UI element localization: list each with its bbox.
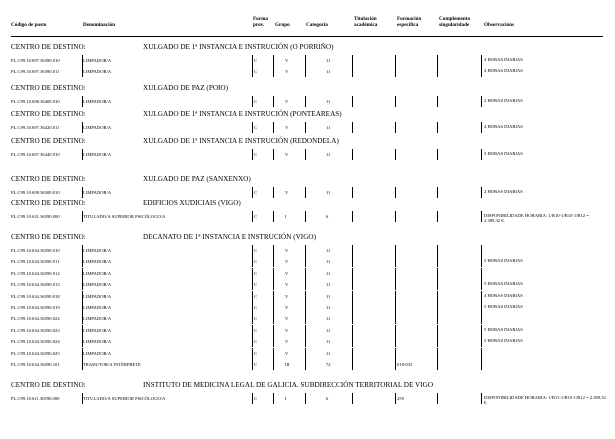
section-label: CENTRO DE DESTINO: — [11, 43, 86, 51]
column-divider — [481, 291, 482, 302]
cell-categoria: 11 — [326, 305, 331, 310]
cell-categoria: 11 — [326, 293, 331, 299]
column-divider — [273, 279, 274, 290]
column-divider — [352, 55, 353, 66]
cell-forma: C — [254, 339, 258, 345]
cell-observacions: 4 HORAS DIARIAS — [484, 68, 523, 74]
column-divider — [352, 336, 353, 347]
cell-grupo: V — [285, 125, 289, 130]
column-divider — [481, 96, 482, 107]
column-divider — [273, 66, 274, 77]
cell-code: PL.C99.10.697.36390.010 — [11, 58, 60, 63]
column-divider — [305, 279, 306, 290]
column-divider — [252, 359, 253, 370]
column-divider — [352, 291, 353, 302]
header-titulacion: Titulación académica — [354, 16, 378, 28]
column-divider — [305, 336, 306, 347]
column-divider — [481, 359, 482, 370]
column-divider — [395, 55, 396, 66]
cell-observacions: 5 HORAS DIARIAS — [484, 281, 523, 287]
column-divider — [273, 211, 274, 222]
cell-forma: C — [254, 69, 258, 75]
cell-forma: C — [254, 58, 258, 63]
column-divider — [437, 313, 438, 324]
column-divider — [305, 313, 306, 324]
column-divider — [395, 348, 396, 359]
column-divider — [273, 268, 274, 279]
column-divider — [305, 359, 306, 370]
cell-forma: C — [254, 270, 258, 276]
column-divider — [481, 149, 482, 160]
column-divider — [252, 187, 253, 198]
cell-categoria: 11 — [326, 339, 331, 345]
column-divider — [395, 149, 396, 160]
column-divider — [252, 325, 253, 336]
cell-code: PL.C99.10.697.36440.010 — [11, 152, 60, 157]
cell-forma: C — [254, 350, 258, 356]
header-observacions: Observacións — [484, 22, 514, 28]
column-divider — [437, 211, 438, 222]
cell-code: PL.C99.10.634.36590.013 — [11, 282, 60, 288]
column-divider — [437, 291, 438, 302]
column-divider — [273, 122, 274, 133]
column-divider — [273, 149, 274, 160]
column-divider — [481, 187, 482, 198]
column-divider — [481, 66, 482, 77]
cell-grupo: V — [285, 69, 289, 75]
column-divider — [252, 149, 253, 160]
cell-denominacion: LIMPADOR/A — [83, 316, 112, 322]
column-divider — [437, 187, 438, 198]
section-destination: EDIFICIOS XUDICIAIS (VIGO) — [143, 199, 241, 207]
cell-categoria: 11 — [326, 190, 331, 195]
table-row — [0, 291, 615, 302]
header-complemento: Complemento singularidade — [439, 16, 471, 28]
column-divider — [252, 122, 253, 133]
column-divider — [305, 302, 306, 313]
table-row — [0, 268, 615, 279]
column-divider — [352, 313, 353, 324]
cell-grupo: V — [285, 327, 289, 333]
table-row — [0, 313, 615, 324]
table-row — [0, 66, 615, 77]
column-divider — [437, 96, 438, 107]
column-divider — [437, 149, 438, 160]
cell-forma: C — [254, 214, 258, 219]
column-divider — [395, 336, 396, 347]
column-divider — [252, 55, 253, 66]
cell-denominacion: LIMPADOR/A — [83, 69, 112, 75]
cell-denominacion: LIMPADOR/A — [83, 259, 112, 265]
column-divider — [437, 302, 438, 313]
cell-grupo: V — [285, 99, 289, 104]
cell-categoria: 11 — [326, 248, 331, 253]
cell-forma: C — [254, 282, 258, 288]
column-divider — [481, 245, 482, 256]
cell-code: PL.C99.10.611.36590.000 — [11, 396, 60, 401]
header-rule — [11, 36, 603, 37]
column-divider — [481, 302, 482, 313]
column-divider — [273, 187, 274, 198]
cell-denominacion: LIMPADOR/A — [83, 282, 112, 288]
cell-code: PL.C99.10.634.36590.012 — [11, 270, 60, 276]
section-destination: INSTITUTO DE MEDICINA LEGAL DE GALICIA. SUBDIRECCIÓN TERRITORIAL DE VIGO — [143, 381, 434, 389]
column-divider — [481, 268, 482, 279]
column-divider — [352, 66, 353, 77]
column-divider — [352, 187, 353, 198]
cell-forma: C — [254, 190, 258, 195]
cell-denominacion: TITULADO/A SUPERIOR PSICÓLOGO/A — [83, 214, 166, 219]
cell-denominacion: LIMPADOR/A — [83, 99, 112, 104]
section-label: CENTRO DE DESTINO: — [11, 84, 86, 92]
column-divider — [352, 149, 353, 160]
cell-code: PL.C99.10.634.36590.101 — [11, 362, 60, 367]
column-divider — [273, 291, 274, 302]
column-divider — [481, 279, 482, 290]
column-divider — [352, 348, 353, 359]
column-divider — [252, 302, 253, 313]
cell-observacions: DISPONIBILIDADE HORARIA: 1/B11-1/B10-1/B12 = 2.389,32 €. — [484, 395, 606, 406]
column-divider — [273, 393, 274, 404]
cell-code: PL.C99.10.697.36390.011 — [11, 69, 60, 75]
cell-grupo: V — [285, 58, 289, 63]
column-divider — [352, 211, 353, 222]
section-destination: XULGADO DE 1ª INSTANCIA E INSTRUCIÓN (PONTEAREAS) — [143, 110, 342, 118]
cell-grupo: V — [285, 339, 289, 345]
column-divider — [252, 279, 253, 290]
column-divider — [395, 325, 396, 336]
cell-denominacion: LIMPADOR/A — [83, 152, 112, 157]
column-divider — [437, 256, 438, 267]
table-row — [0, 245, 615, 256]
cell-grupo: V — [285, 270, 289, 276]
column-divider — [252, 268, 253, 279]
cell-code: PL.C99.10.631.36590.000 — [11, 214, 60, 219]
cell-grupo: V — [285, 190, 289, 195]
column-divider — [352, 393, 353, 404]
column-divider — [252, 66, 253, 77]
column-divider — [481, 122, 482, 133]
column-divider — [437, 268, 438, 279]
header-forma: Forma prov. — [253, 16, 268, 28]
table-row — [0, 96, 615, 107]
cell-observacions: 5 HORAS DIARIAS — [484, 258, 523, 264]
column-divider — [273, 359, 274, 370]
cell-observacions: DISPONIBILIDADE HORARIA: 1/B10-1/B10-1/B12 = 2.389,32 €. — [484, 213, 589, 224]
header-denominacion: Denominación — [83, 22, 115, 28]
cell-code: PL.C99.10.634.36590.018 — [11, 293, 60, 299]
cell-denominacion: LIMPADOR/A — [83, 270, 112, 276]
cell-code: PL.C99.10.634.36590.019 — [11, 305, 60, 310]
column-divider — [273, 336, 274, 347]
column-divider — [437, 393, 438, 404]
cell-denominacion: LIMPADOR/A — [83, 58, 112, 63]
column-divider — [395, 122, 396, 133]
section-destination: XULGADO DE 1ª INSTANCIA E INSTRUCIÓN (REDONDELA) — [143, 137, 339, 145]
cell-observacions: 5 HORAS DIARIAS — [484, 304, 523, 309]
column-divider — [437, 279, 438, 290]
column-divider — [395, 187, 396, 198]
cell-code: PL.C99.10.697.36420.011 — [11, 125, 60, 130]
column-divider — [437, 122, 438, 133]
column-divider — [352, 302, 353, 313]
cell-denominacion: LIMPADOR/A — [83, 248, 112, 253]
cell-observacions: 5 HORAS DIARIAS — [484, 338, 523, 344]
section-label: CENTRO DE DESTINO: — [11, 199, 86, 207]
cell-categoria: 72 — [326, 362, 331, 367]
column-divider — [273, 55, 274, 66]
column-divider — [437, 245, 438, 256]
column-divider — [273, 256, 274, 267]
cell-grupo: V — [285, 305, 289, 310]
cell-categoria: 6 — [326, 396, 329, 401]
cell-categoria: 11 — [326, 327, 331, 333]
cell-forma: C — [254, 305, 258, 310]
cell-formacion: 018-033 — [397, 362, 413, 367]
column-divider — [252, 211, 253, 222]
cell-grupo: V — [285, 293, 289, 299]
column-divider — [305, 268, 306, 279]
column-divider — [437, 66, 438, 77]
section-label: CENTRO DE DESTINO: — [11, 233, 86, 241]
column-divider — [273, 245, 274, 256]
cell-denominacion: LIMPADOR/A — [83, 190, 112, 195]
column-divider — [395, 96, 396, 107]
cell-denominacion: TITULADO/A SUPERIOR PSICÓLOGO/A — [83, 396, 166, 401]
column-divider — [352, 279, 353, 290]
cell-categoria: 11 — [326, 316, 331, 322]
column-divider — [395, 359, 396, 370]
table-row — [0, 393, 615, 404]
column-divider — [395, 211, 396, 222]
cell-denominacion: LIMPADOR/A — [83, 293, 112, 299]
cell-grupo: V — [285, 248, 289, 253]
cell-categoria: 11 — [326, 259, 331, 265]
column-divider — [437, 359, 438, 370]
table-row — [0, 302, 615, 313]
cell-code: PL.C99.10.698.36400.010 — [11, 99, 60, 104]
cell-denominacion: LIMPADOR/A — [83, 339, 112, 345]
table-row — [0, 325, 615, 336]
table-row — [0, 279, 615, 290]
cell-forma: C — [254, 248, 258, 253]
header-categoria: Categoría — [306, 22, 328, 28]
section-label: CENTRO DE DESTINO: — [11, 137, 86, 145]
column-divider — [352, 96, 353, 107]
cell-grupo: V — [285, 316, 289, 322]
column-divider — [252, 336, 253, 347]
column-divider — [252, 393, 253, 404]
cell-forma: C — [254, 293, 258, 299]
cell-code: PL.C99.10.634.36590.010 — [11, 248, 60, 253]
column-divider — [305, 245, 306, 256]
cell-code: PL.C99.10.634.36590.023 — [11, 327, 60, 333]
table-row — [0, 348, 615, 359]
section-destination: DECANATO DE 1ª INSTANCIA E INSTRUCIÓN (VIGO) — [143, 233, 316, 241]
cell-denominacion: LIMPADOR/A — [83, 350, 112, 356]
cell-categoria: 11 — [326, 125, 331, 130]
table-row — [0, 122, 615, 133]
column-divider — [481, 325, 482, 336]
column-divider — [305, 149, 306, 160]
column-divider — [481, 211, 482, 222]
cell-categoria: 11 — [326, 350, 331, 356]
column-headers — [0, 14, 615, 36]
cell-forma: C — [254, 327, 258, 333]
column-divider — [395, 268, 396, 279]
section-label: CENTRO DE DESTINO: — [11, 175, 86, 183]
column-divider — [437, 55, 438, 66]
column-divider — [352, 359, 353, 370]
column-divider — [305, 211, 306, 222]
column-divider — [305, 325, 306, 336]
cell-grupo: I — [285, 214, 287, 219]
cell-grupo: V — [285, 350, 289, 356]
column-divider — [395, 302, 396, 313]
column-divider — [252, 256, 253, 267]
column-divider — [305, 348, 306, 359]
cell-denominacion: LIMPADOR/A — [83, 305, 112, 310]
column-divider — [437, 348, 438, 359]
column-divider — [252, 291, 253, 302]
column-divider — [395, 313, 396, 324]
table-row — [0, 55, 615, 66]
cell-denominacion: LIMPADOR/A — [83, 327, 112, 333]
cell-grupo: I — [285, 396, 287, 401]
column-divider — [252, 245, 253, 256]
cell-categoria: 11 — [326, 69, 331, 75]
cell-code: PL.C99.10.634.36590.025 — [11, 350, 60, 356]
section-label: CENTRO DE DESTINO: — [11, 381, 86, 389]
column-divider — [481, 256, 482, 267]
cell-observacions: 4 HORAS DIARIAS — [484, 292, 523, 298]
cell-denominacion: LIMPADOR/A — [83, 125, 112, 130]
cell-categoria: 11 — [326, 152, 331, 157]
cell-categoria: 11 — [326, 99, 331, 104]
table-row — [0, 336, 615, 347]
cell-code: PL.C99.10.634.36590.011 — [11, 259, 60, 265]
cell-formacion: 259 — [397, 396, 404, 401]
column-divider — [481, 336, 482, 347]
column-divider — [395, 66, 396, 77]
table-row — [0, 211, 615, 222]
cell-denominacion: TRADUTOR/A INTÉRPRETE — [83, 362, 141, 367]
cell-grupo: V — [285, 152, 289, 157]
cell-forma: C — [254, 396, 258, 401]
cell-grupo: III — [285, 362, 290, 367]
cell-forma: C — [254, 152, 258, 157]
column-divider — [352, 268, 353, 279]
column-divider — [352, 245, 353, 256]
cell-forma: C — [254, 125, 258, 130]
column-divider — [305, 96, 306, 107]
cell-code: PL.C99.10.634.36590.022 — [11, 316, 60, 322]
column-divider — [252, 348, 253, 359]
cell-categoria: 11 — [326, 270, 331, 276]
section-label: CENTRO DE DESTINO: — [11, 110, 86, 118]
column-divider — [305, 66, 306, 77]
column-divider — [481, 348, 482, 359]
cell-observacions: 4 HORAS DIARIAS — [484, 124, 523, 129]
column-divider — [395, 245, 396, 256]
column-divider — [273, 348, 274, 359]
section-destination: XULGADO DE PAZ (SANXENXO) — [143, 175, 251, 183]
cell-categoria: 11 — [326, 58, 331, 63]
section-destination: XULGADO DE 1ª INSTANCIA E INSTRUCIÓN (O PORRIÑO) — [143, 43, 334, 51]
column-divider — [273, 96, 274, 107]
column-divider — [252, 313, 253, 324]
column-divider — [305, 291, 306, 302]
column-divider — [481, 55, 482, 66]
cell-forma: C — [254, 259, 258, 265]
column-divider — [352, 256, 353, 267]
column-divider — [395, 393, 396, 404]
table-row — [0, 187, 615, 198]
cell-categoria: 11 — [326, 282, 331, 288]
table-row — [0, 256, 615, 267]
column-divider — [305, 122, 306, 133]
column-divider — [352, 122, 353, 133]
cell-grupo: V — [285, 259, 289, 265]
column-divider — [305, 256, 306, 267]
column-divider — [273, 313, 274, 324]
cell-forma: C — [254, 99, 258, 104]
column-divider — [437, 336, 438, 347]
cell-observacions: 2 HORAS DIARIAS — [484, 189, 523, 194]
column-divider — [352, 325, 353, 336]
cell-observacions: 3 HORAS DIARIAS — [484, 151, 523, 156]
cell-observacions: 5 HORAS DIARIAS — [484, 326, 523, 332]
column-divider — [305, 393, 306, 404]
column-divider — [273, 302, 274, 313]
column-divider — [252, 96, 253, 107]
cell-code: PL.C99.10.698.36500.010 — [11, 190, 60, 195]
cell-observacions: 4 HORAS DIARIAS — [484, 57, 523, 62]
header-codigo: Código de posto — [11, 22, 47, 28]
table-row — [0, 149, 615, 160]
cell-observacions: 2 HORAS DIARIAS — [484, 98, 523, 103]
header-formacion: Formación específica — [397, 16, 422, 28]
cell-code: PL.C99.10.634.36590.024 — [11, 339, 60, 345]
column-divider — [395, 256, 396, 267]
column-divider — [395, 279, 396, 290]
cell-forma: C — [254, 316, 258, 322]
column-divider — [273, 325, 274, 336]
column-divider — [481, 393, 482, 404]
column-divider — [437, 325, 438, 336]
column-divider — [305, 55, 306, 66]
cell-grupo: V — [285, 282, 289, 288]
section-destination: XULGADO DE PAZ (POIO) — [143, 84, 228, 92]
column-divider — [395, 291, 396, 302]
cell-forma: C — [254, 362, 258, 367]
table-row — [0, 359, 615, 370]
column-divider — [481, 313, 482, 324]
header-grupo: Grupo — [275, 22, 290, 28]
column-divider — [305, 187, 306, 198]
cell-categoria: 6 — [326, 214, 329, 219]
